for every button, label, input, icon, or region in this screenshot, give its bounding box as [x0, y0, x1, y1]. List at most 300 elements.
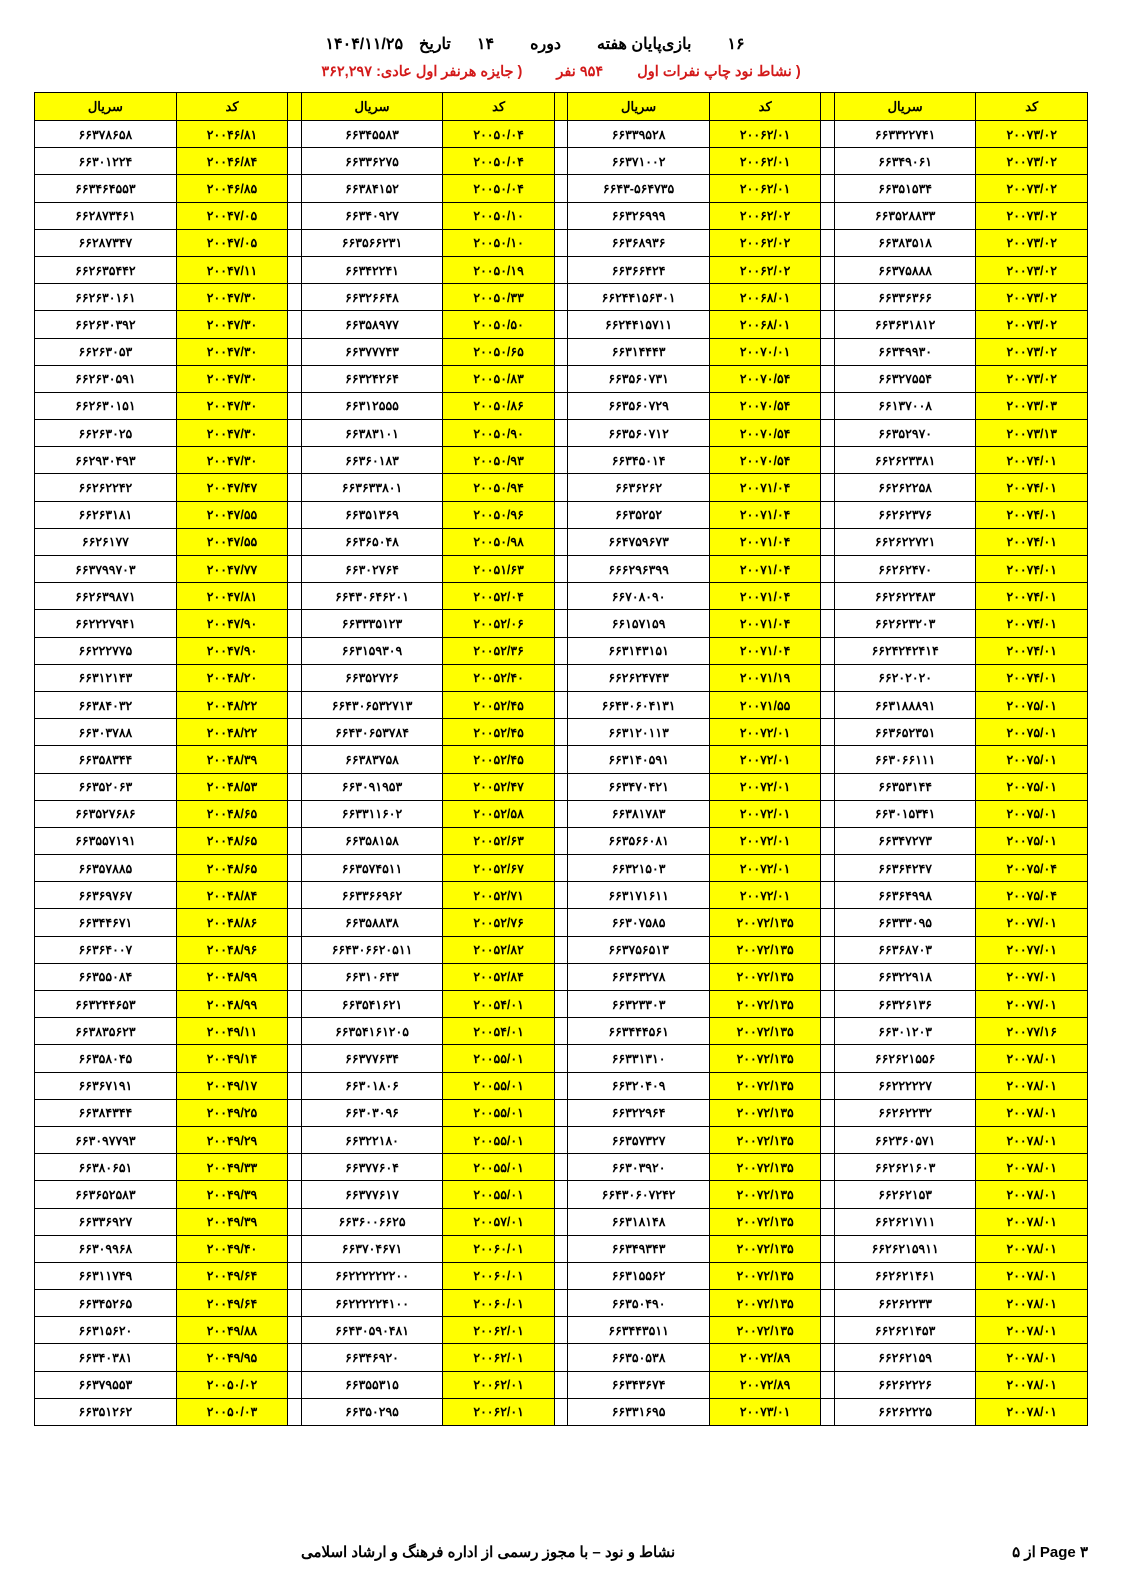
cell-code: ۲۰۰۴۷/۳۰ [176, 311, 288, 338]
cell-serial: ۶۶۳۵۲۸۸۳۳ [834, 202, 976, 229]
cell-serial: ۶۶۲۶۲۲۴۸۳ [834, 583, 976, 610]
cell-gap [554, 637, 567, 664]
cell-code: ۲۰۰۷۸/۰۱ [976, 1398, 1088, 1425]
cell-serial: ۶۶۳۳۲۲۷۴۱ [834, 121, 976, 148]
cell-serial: ۶۶۳۸۰۶۵۱ [35, 1154, 177, 1181]
cell-serial: ۶۶۳۴۶۴۵۵۳ [35, 175, 177, 202]
cell-gap [821, 855, 834, 882]
header-gap-3 [288, 93, 301, 121]
cell-serial: ۶۶۳۳۱۱۶۰۲ [301, 800, 443, 827]
cell-gap [288, 202, 301, 229]
table-row [35, 855, 1088, 882]
cell-gap [821, 719, 834, 746]
cell-serial: ۶۶۳۲۲۹۶۴ [568, 1099, 710, 1126]
cell-code: ۲۰۰۷۲/۱۳۵ [709, 1290, 821, 1317]
cell-serial: ۶۶۳۳۹۵۲۸ [568, 121, 710, 148]
cell-serial: ۶۶۲۹۳۰۴۹۳ [35, 447, 177, 474]
cell-code: ۲۰۰۵۲/۴۵ [443, 746, 555, 773]
cell-serial: ۶۶۲۶۲۳۷۶ [834, 501, 976, 528]
table-row [35, 148, 1088, 175]
cell-serial: ۶۶۳۲۰۴۰۹ [568, 1072, 710, 1099]
cell-serial: ۶۶۴۳۰۶۰۷۲۴۲ [568, 1181, 710, 1208]
cell-gap [821, 256, 834, 283]
cell-code: ۲۰۰۵۵/۰۱ [443, 1072, 555, 1099]
cell-code: ۲۰۰۷۴/۰۱ [976, 474, 1088, 501]
document-header [34, 34, 1088, 54]
cell-gap [288, 610, 301, 637]
cell-gap [821, 1208, 834, 1235]
cell-code: ۲۰۰۶۲/۰۱ [709, 175, 821, 202]
cell-serial: ۶۶۳۴۷۲۷۳ [834, 827, 976, 854]
cell-serial: ۶۶۲۶۲۱۵۳ [834, 1181, 976, 1208]
cell-gap [821, 474, 834, 501]
subheader-prize: ( جایزه هرنفر اول عادی: ۳۶۲,۲۹۷ [321, 64, 523, 80]
cell-gap [288, 229, 301, 256]
table-row [35, 909, 1088, 936]
cell-code: ۲۰۰۵۰/۳۳ [443, 284, 555, 311]
cell-code: ۲۰۰۴۹/۲۹ [176, 1126, 288, 1153]
cell-serial: ۶۶۲۳۶۰۵۷۱ [834, 1126, 976, 1153]
table-row [35, 1181, 1088, 1208]
cell-gap [554, 311, 567, 338]
cell-gap [554, 800, 567, 827]
cell-code: ۲۰۰۴۸/۵۳ [176, 773, 288, 800]
cell-serial: ۶۶۳۵۸۸۳۸ [301, 909, 443, 936]
cell-code: ۲۰۰۴۸/۶۵ [176, 827, 288, 854]
cell-gap [554, 1154, 567, 1181]
cell-code: ۲۰۰۷۳/۰۳ [976, 392, 1088, 419]
cell-code: ۲۰۰۵۲/۸۴ [443, 963, 555, 990]
cell-gap [554, 936, 567, 963]
cell-serial: ۶۶۴۳۰۶۴۶۲۰۱ [301, 583, 443, 610]
table-row [35, 746, 1088, 773]
cell-code: ۲۰۰۵۴/۰۱ [443, 1018, 555, 1045]
cell-code: ۲۰۰۴۹/۳۹ [176, 1208, 288, 1235]
table-header-row [35, 93, 1088, 121]
cell-serial: ۶۶۳۲۷۵۵۴ [834, 365, 976, 392]
cell-serial: ۶۶۴۳۰۶۵۳۲۷۱۳ [301, 691, 443, 718]
cell-serial: ۶۶۳۵۵۷۱۹۱ [35, 827, 177, 854]
table-row [35, 773, 1088, 800]
cell-code: ۲۰۰۴۷/۳۰ [176, 447, 288, 474]
cell-serial: ۶۶۳۳۶۹۲۷ [35, 1208, 177, 1235]
cell-code: ۲۰۰۵۵/۰۱ [443, 1154, 555, 1181]
cell-code: ۲۰۰۷۲/۸۹ [709, 1371, 821, 1398]
table-row [35, 1371, 1088, 1398]
cell-code: ۲۰۰۵۲/۴۰ [443, 664, 555, 691]
cell-code: ۲۰۰۷۲/۱۳۵ [709, 991, 821, 1018]
cell-code: ۲۰۰۷۲/۰۱ [709, 746, 821, 773]
cell-code: ۲۰۰۷۵/۰۱ [976, 719, 1088, 746]
cell-code: ۲۰۰۵۰/۹۰ [443, 420, 555, 447]
cell-code: ۲۰۰۷۲/۱۳۵ [709, 1126, 821, 1153]
cell-serial: ۶۶۳۳۶۲۷۵ [301, 148, 443, 175]
cell-serial: ۶۶۳۸۱۷۸۳ [568, 800, 710, 827]
cell-gap [554, 556, 567, 583]
cell-gap [554, 1045, 567, 1072]
cell-gap [288, 1371, 301, 1398]
cell-serial: ۶۶۳۵۷۸۸۵ [35, 855, 177, 882]
cell-code: ۲۰۰۶۸/۰۱ [709, 311, 821, 338]
table-row [35, 827, 1088, 854]
cell-gap [288, 338, 301, 365]
cell-gap [821, 1045, 834, 1072]
table-row [35, 121, 1088, 148]
cell-serial: ۶۶۳۴۵۰۱۴ [568, 447, 710, 474]
header-round-value: ۱۴ [476, 36, 495, 53]
cell-gap [821, 420, 834, 447]
cell-code: ۲۰۰۷۲/۱۳۵ [709, 1208, 821, 1235]
cell-code: ۲۰۰۵۲/۴۵ [443, 691, 555, 718]
cell-serial: ۶۶۲۶۳۰۱۵۱ [35, 392, 177, 419]
cell-gap [554, 1181, 567, 1208]
cell-gap [288, 1317, 301, 1344]
cell-gap [554, 583, 567, 610]
cell-gap [821, 827, 834, 854]
cell-serial: ۶۶۲۶۲۲۷۲۱ [834, 528, 976, 555]
cell-serial: ۶۶۲۲۲۷۹۴۱ [35, 610, 177, 637]
cell-gap [554, 501, 567, 528]
cell-serial: ۶۶۳۱۵۹۳۰۹ [301, 637, 443, 664]
cell-gap [288, 284, 301, 311]
cell-serial: ۶۶۲۶۲۴۷۴۳ [568, 664, 710, 691]
cell-gap [821, 311, 834, 338]
cell-code: ۲۰۰۷۰/۵۴ [709, 447, 821, 474]
cell-code: ۲۰۰۵۲/۶۳ [443, 827, 555, 854]
cell-code: ۲۰۰۷۲/۱۳۵ [709, 1181, 821, 1208]
cell-gap [554, 719, 567, 746]
cell-code: ۲۰۰۷۲/۱۳۵ [709, 1317, 821, 1344]
cell-code: ۲۰۰۷۰/۵۴ [709, 365, 821, 392]
cell-gap [821, 610, 834, 637]
cell-code: ۲۰۰۷۴/۰۱ [976, 501, 1088, 528]
cell-serial: ۶۶۲۶۳۰۵۳ [35, 338, 177, 365]
cell-gap [288, 1181, 301, 1208]
cell-serial: ۶۶۳۲۲۱۸۰ [301, 1126, 443, 1153]
cell-code: ۲۰۰۵۲/۰۴ [443, 583, 555, 610]
cell-code: ۲۰۰۴۷/۳۰ [176, 365, 288, 392]
cell-gap [288, 827, 301, 854]
cell-serial: ۶۶۳۴۰۳۸۱ [35, 1344, 177, 1371]
cell-serial: ۶۶۲۸۷۳۴۷ [35, 229, 177, 256]
cell-gap [288, 1262, 301, 1289]
cell-serial: ۶۶۳۲۲۹۱۸ [834, 963, 976, 990]
cell-code: ۲۰۰۷۷/۰۱ [976, 909, 1088, 936]
cell-code: ۲۰۰۷۸/۰۱ [976, 1126, 1088, 1153]
cell-serial: ۶۶۴۳۰۶۰۴۱۳۱ [568, 691, 710, 718]
table-row [35, 1018, 1088, 1045]
cell-gap [288, 447, 301, 474]
header-page-number: ۱۶ [727, 36, 745, 53]
cell-code: ۲۰۰۵۲/۸۲ [443, 936, 555, 963]
cell-gap [821, 1371, 834, 1398]
cell-serial: ۶۶۲۶۲۲۳۳ [834, 1290, 976, 1317]
table-row [35, 229, 1088, 256]
cell-serial: ۶۶۳۴۹۳۴۳ [568, 1235, 710, 1262]
cell-serial: ۶۶۲۶۲۲۴۲ [35, 474, 177, 501]
cell-code: ۲۰۰۷۲/۰۱ [709, 719, 821, 746]
cell-code: ۲۰۰۷۸/۰۱ [976, 1099, 1088, 1126]
cell-code: ۲۰۰۴۹/۸۸ [176, 1317, 288, 1344]
cell-serial: ۶۶۳۵۲۷۶۸۶ [35, 800, 177, 827]
cell-gap [288, 365, 301, 392]
cell-code: ۲۰۰۵۴/۰۱ [443, 991, 555, 1018]
cell-code: ۲۰۰۵۰/۹۴ [443, 474, 555, 501]
cell-serial: ۶۶۳۱۲۵۵۵ [301, 392, 443, 419]
cell-serial: ۶۶۲۶۲۱۶۰۳ [834, 1154, 976, 1181]
cell-gap [554, 1290, 567, 1317]
table-row [35, 963, 1088, 990]
table-row [35, 1099, 1088, 1126]
table-row [35, 610, 1088, 637]
cell-gap [288, 256, 301, 283]
cell-gap [554, 338, 567, 365]
cell-gap [288, 121, 301, 148]
cell-code: ۲۰۰۶۲/۰۱ [443, 1398, 555, 1425]
cell-code: ۲۰۰۶۲/۰۲ [709, 202, 821, 229]
cell-serial: ۶۶۲۶۲۲۲۵ [834, 1398, 976, 1425]
cell-code: ۲۰۰۷۱/۰۴ [709, 528, 821, 555]
cell-code: ۲۰۰۷۵/۰۱ [976, 773, 1088, 800]
cell-gap [554, 664, 567, 691]
cell-gap [288, 909, 301, 936]
cell-gap [821, 1235, 834, 1262]
cell-code: ۲۰۰۴۷/۳۰ [176, 420, 288, 447]
cell-serial: ۶۶۳۰۱۸۰۶ [301, 1072, 443, 1099]
cell-serial: ۶۶۳۷۷۶۳۴ [301, 1045, 443, 1072]
cell-code: ۲۰۰۷۴/۰۱ [976, 583, 1088, 610]
cell-serial: ۶۶۲۶۳۰۱۶۱ [35, 284, 177, 311]
cell-serial: ۶۶۳۲۴۴۶۵۳ [35, 991, 177, 1018]
table-row [35, 1398, 1088, 1425]
cell-serial: ۶۶۳۵۲۷۲۶ [301, 664, 443, 691]
cell-gap [821, 1154, 834, 1181]
cell-serial: ۶۶۳۷۵۸۸۸ [834, 256, 976, 283]
cell-serial: ۶۶۳۶۶۴۲۴ [568, 256, 710, 283]
cell-serial: ۶۶۲۶۲۱۷۱۱ [834, 1208, 976, 1235]
cell-serial: ۶۶۳۴۴۳۵۱۱ [568, 1317, 710, 1344]
cell-code: ۲۰۰۵۲/۰۶ [443, 610, 555, 637]
cell-code: ۲۰۰۷۲/۱۳۵ [709, 1018, 821, 1045]
cell-serial: ۶۶۲۶۲۱۴۵۳ [834, 1317, 976, 1344]
cell-serial: ۶۶۴۳۰۵۹۰۴۸۱ [301, 1317, 443, 1344]
cell-gap [554, 284, 567, 311]
table-row [35, 719, 1088, 746]
cell-serial: ۶۶۳۸۳۷۵۸ [301, 746, 443, 773]
cell-code: ۲۰۰۷۳/۰۲ [976, 338, 1088, 365]
cell-serial: ۶۶۴۷۵۹۶۷۳ [568, 528, 710, 555]
cell-code: ۲۰۰۷۸/۰۱ [976, 1181, 1088, 1208]
cell-gap [821, 556, 834, 583]
cell-serial: ۶۶۳۸۴۳۴۴ [35, 1099, 177, 1126]
cell-code: ۲۰۰۷۸/۰۱ [976, 1262, 1088, 1289]
cell-code: ۲۰۰۷۲/۰۱ [709, 827, 821, 854]
cell-gap [554, 882, 567, 909]
serial-code-table [34, 92, 1088, 1426]
cell-gap [288, 882, 301, 909]
cell-gap [821, 1126, 834, 1153]
cell-code: ۲۰۰۵۰/۹۸ [443, 528, 555, 555]
cell-code: ۲۰۰۵۰/۵۰ [443, 311, 555, 338]
cell-gap [821, 1398, 834, 1425]
cell-code: ۲۰۰۴۹/۴۰ [176, 1235, 288, 1262]
cell-serial: ۶۶۳۶۰۱۸۳ [301, 447, 443, 474]
header-gap-1 [821, 93, 834, 121]
table-row [35, 1045, 1088, 1072]
cell-code: ۲۰۰۷۸/۰۱ [976, 1045, 1088, 1072]
cell-code: ۲۰۰۵۲/۳۶ [443, 637, 555, 664]
cell-serial: ۶۶۲۶۲۱۴۶۱ [834, 1262, 976, 1289]
cell-serial: ۶۶۳۵۶۶۲۳۱ [301, 229, 443, 256]
cell-serial: ۶۶۳۶۳۲۷۸ [568, 963, 710, 990]
cell-serial: ۶۶۳۷۵۶۵۱۳ [568, 936, 710, 963]
cell-serial: ۶۶۳۶۵۲۳۵۱ [834, 719, 976, 746]
cell-serial: ۶۶۳۳۱۳۱۰ [568, 1045, 710, 1072]
cell-gap [821, 583, 834, 610]
cell-code: ۲۰۰۵۰/۱۰ [443, 229, 555, 256]
cell-gap [554, 773, 567, 800]
cell-serial: ۶۶۳۴۰۹۲۷ [301, 202, 443, 229]
cell-code: ۲۰۰۴۹/۳۹ [176, 1181, 288, 1208]
table-row [35, 1235, 1088, 1262]
cell-code: ۲۰۰۶۲/۰۲ [709, 256, 821, 283]
cell-gap [821, 1181, 834, 1208]
cell-gap [554, 1398, 567, 1425]
cell-code: ۲۰۰۴۷/۳۰ [176, 392, 288, 419]
cell-serial: ۶۶۳۲۶۱۳۶ [834, 991, 976, 1018]
cell-serial: ۶۶۳۱۵۶۲۰ [35, 1317, 177, 1344]
cell-code: ۲۰۰۴۸/۸۴ [176, 882, 288, 909]
cell-code: ۲۰۰۵۲/۵۸ [443, 800, 555, 827]
cell-code: ۲۰۰۶۲/۰۱ [443, 1344, 555, 1371]
cell-code: ۲۰۰۷۱/۰۴ [709, 501, 821, 528]
footer-license-text: نشاط و نود – با مجوز رسمی از اداره فرهنگ و ارشاد اسلامی [300, 1544, 676, 1561]
cell-code: ۲۰۰۷۲/۱۳۵ [709, 1045, 821, 1072]
cell-code: ۲۰۰۷۱/۱۹ [709, 664, 821, 691]
cell-gap [821, 991, 834, 1018]
cell-code: ۲۰۰۷۲/۸۹ [709, 1344, 821, 1371]
cell-serial: ۶۶۳۷۷۶۰۴ [301, 1154, 443, 1181]
cell-gap [554, 1072, 567, 1099]
col-header-code-2: کد [709, 93, 821, 121]
cell-serial: ۶۶۴۳۰۶۶۲۰۵۱۱ [301, 936, 443, 963]
cell-serial: ۶۶۳۲۶۹۹۹ [568, 202, 710, 229]
cell-gap [554, 229, 567, 256]
document-subheader [34, 64, 1088, 80]
cell-serial: ۶۶۳۴۳۶۷۴ [568, 1371, 710, 1398]
cell-code: ۲۰۰۵۰/۰۴ [443, 175, 555, 202]
cell-gap [288, 1018, 301, 1045]
cell-code: ۲۰۰۶۲/۰۲ [709, 229, 821, 256]
cell-serial: ۶۶۲۴۴۱۵۷۱۱ [568, 311, 710, 338]
cell-code: ۲۰۰۷۲/۱۳۵ [709, 1072, 821, 1099]
table-row [35, 501, 1088, 528]
cell-code: ۲۰۰۴۷/۸۱ [176, 583, 288, 610]
cell-serial: ۶۶۲۲۲۲۲۲۲۰۰ [301, 1262, 443, 1289]
cell-code: ۲۰۰۵۰/۰۴ [443, 121, 555, 148]
cell-code: ۲۰۰۵۲/۶۷ [443, 855, 555, 882]
cell-serial: ۶۶۳۵۶۰۷۱۲ [568, 420, 710, 447]
cell-code: ۲۰۰۷۳/۰۲ [976, 148, 1088, 175]
table-row [35, 1344, 1088, 1371]
cell-serial: ۶۶۳۲۶۶۴۸ [301, 284, 443, 311]
cell-code: ۲۰۰۷۳/۰۲ [976, 311, 1088, 338]
cell-gap [554, 909, 567, 936]
cell-gap [288, 1045, 301, 1072]
cell-code: ۲۰۰۷۷/۱۶ [976, 1018, 1088, 1045]
cell-gap [288, 936, 301, 963]
cell-serial: ۶۶۳۴۹۹۳۰ [834, 338, 976, 365]
cell-gap [288, 1344, 301, 1371]
cell-serial: ۶۶۳۵۲۵۲ [568, 501, 710, 528]
cell-gap [821, 528, 834, 555]
header-round-label: دوره [530, 36, 562, 53]
cell-serial: ۶۶۳۰۷۵۸۵ [568, 909, 710, 936]
cell-code: ۲۰۰۷۸/۰۱ [976, 1344, 1088, 1371]
cell-serial: ۶۶۳۰۹۱۹۵۳ [301, 773, 443, 800]
cell-gap [554, 691, 567, 718]
cell-gap [288, 501, 301, 528]
cell-code: ۲۰۰۷۸/۰۱ [976, 1235, 1088, 1262]
cell-code: ۲۰۰۴۷/۵۵ [176, 501, 288, 528]
table-row [35, 420, 1088, 447]
cell-serial: ۶۶۳۷۹۵۵۳ [35, 1371, 177, 1398]
cell-code: ۲۰۰۷۴/۰۱ [976, 556, 1088, 583]
cell-gap [288, 1154, 301, 1181]
cell-code: ۲۰۰۷۳/۰۲ [976, 256, 1088, 283]
cell-gap [288, 637, 301, 664]
cell-code: ۲۰۰۵۰/۰۳ [176, 1398, 288, 1425]
cell-serial: ۶۶۲۶۲۱۵۵۶ [834, 1045, 976, 1072]
cell-serial: ۶۶۳۳۳۰۹۵ [834, 909, 976, 936]
cell-gap [821, 1344, 834, 1371]
cell-code: ۲۰۰۵۰/۶۵ [443, 338, 555, 365]
cell-code: ۲۰۰۴۸/۳۹ [176, 746, 288, 773]
cell-gap [554, 1371, 567, 1398]
cell-serial: ۶۶۴۳-۵۶۴۷۳۵ [568, 175, 710, 202]
cell-serial: ۶۶۳۰۳۰۹۶ [301, 1099, 443, 1126]
table-row [35, 882, 1088, 909]
cell-gap [821, 637, 834, 664]
cell-serial: ۶۶۳۵۶۰۷۳۱ [568, 365, 710, 392]
cell-gap [288, 855, 301, 882]
cell-code: ۲۰۰۷۳/۱۳ [976, 420, 1088, 447]
col-header-code-4: کد [176, 93, 288, 121]
cell-code: ۲۰۰۷۸/۰۱ [976, 1154, 1088, 1181]
cell-gap [554, 610, 567, 637]
cell-serial: ۶۶۲۲۲۲۲۴۱۰۰ [301, 1290, 443, 1317]
cell-serial: ۶۶۳۶۸۷۰۳ [834, 936, 976, 963]
cell-gap [554, 447, 567, 474]
cell-serial: ۶۶۳۵۸۳۴۴ [35, 746, 177, 773]
table-row [35, 936, 1088, 963]
cell-serial: ۶۶۲۴۲۴۲۴۱۴ [834, 637, 976, 664]
cell-serial: ۶۶۳۶۴۰۰۷ [35, 936, 177, 963]
cell-serial: ۶۶۲۶۳۰۳۹۲ [35, 311, 177, 338]
cell-gap [554, 991, 567, 1018]
cell-gap [821, 746, 834, 773]
cell-serial: ۶۶۳۱۲۱۴۳ [35, 664, 177, 691]
table-row [35, 256, 1088, 283]
cell-serial: ۶۶۳۰۱۵۳۴۱ [834, 800, 976, 827]
cell-code: ۲۰۰۷۳/۰۲ [976, 175, 1088, 202]
cell-code: ۲۰۰۷۸/۰۱ [976, 1072, 1088, 1099]
cell-serial: ۶۶۳۷۷۷۴۳ [301, 338, 443, 365]
cell-gap [821, 909, 834, 936]
table-row [35, 175, 1088, 202]
cell-serial: ۶۶۲۶۲۱۵۹۱۱ [834, 1235, 976, 1262]
cell-serial: ۶۶۳۵۶۰۷۲۹ [568, 392, 710, 419]
